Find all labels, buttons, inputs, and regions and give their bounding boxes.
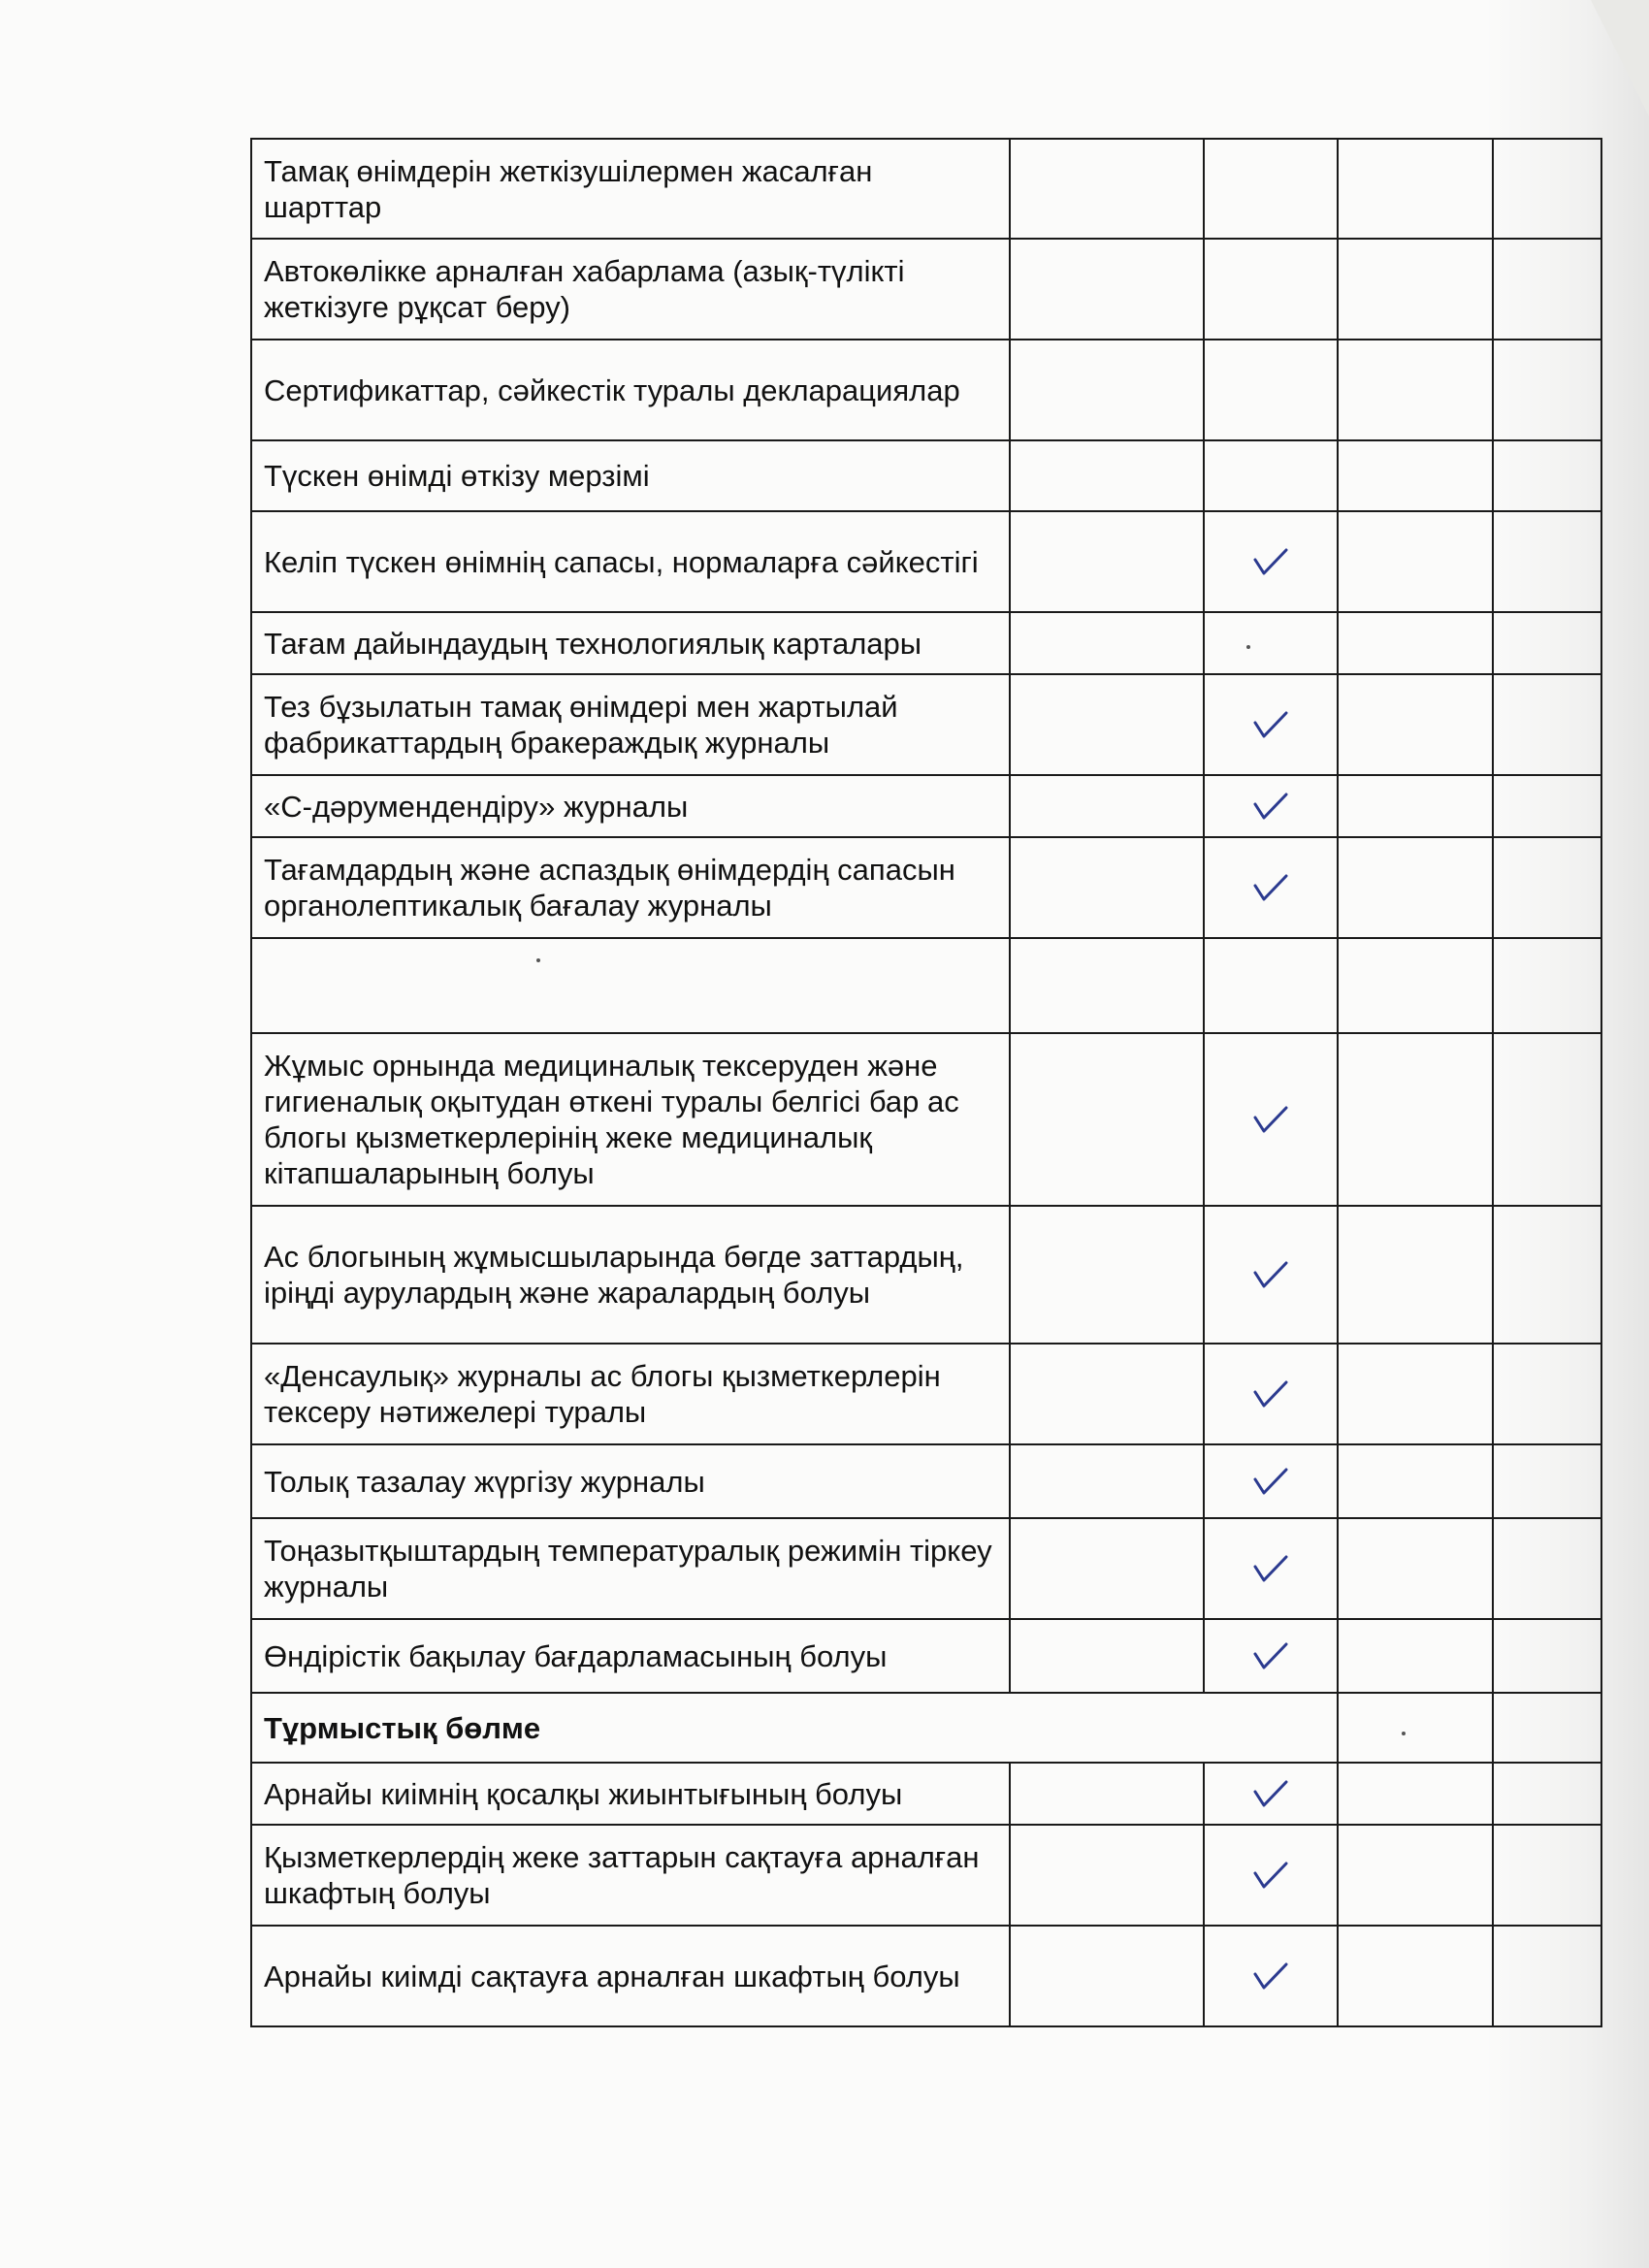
check-cell: [1204, 340, 1338, 440]
table-row: [251, 139, 1601, 239]
cell-empty: [1493, 1619, 1601, 1693]
row-label: Тағам дайындаудың технологиялық карталары: [251, 612, 1010, 674]
section-title: Тұрмыстық бөлме: [251, 1693, 1338, 1763]
cell-empty: [1338, 440, 1493, 511]
checklist-body: [251, 139, 1601, 2026]
table-row: [251, 1033, 1601, 1206]
table-row: [251, 837, 1601, 938]
cell-empty: [1338, 1693, 1493, 1763]
row-label: «С-дәрумендендіру» журналы: [251, 775, 1010, 837]
cell-empty: [1010, 612, 1204, 674]
table-row: [251, 674, 1601, 775]
cell-empty: [1493, 511, 1601, 612]
cell-empty: [1338, 1033, 1493, 1206]
row-label: Жұмыс орнында медициналық тексеруден және гигиеналық оқытудан өткені туралы белгісі бар ас блогы қызметкерлерінің жеке медициналық кітапшаларының болуы: [251, 1033, 1010, 1206]
cell-empty: [1493, 938, 1601, 1033]
cell-empty: [1338, 239, 1493, 340]
cell-empty: [1010, 775, 1204, 837]
row-label: Сертификаттар, сәйкестік туралы декларациялар: [251, 340, 1010, 440]
cell-empty: [1493, 1825, 1601, 1926]
checkmark-icon: [1216, 1549, 1325, 1588]
check-cell: [1204, 612, 1338, 674]
cell-empty: [1493, 1693, 1601, 1763]
cell-empty: [1010, 1926, 1204, 2026]
cell-empty: [1493, 1763, 1601, 1825]
page-corner-fold: [1591, 0, 1649, 116]
check-cell: [1204, 1825, 1338, 1926]
cell-empty: [1010, 139, 1204, 239]
cell-empty: [1493, 1206, 1601, 1344]
scan-speck: [536, 958, 540, 962]
cell-empty: [1493, 1033, 1601, 1206]
check-cell: [1204, 1444, 1338, 1518]
cell-empty: [1010, 1518, 1204, 1619]
cell-empty: [1338, 837, 1493, 938]
cell-empty: [1010, 239, 1204, 340]
section-row: [251, 1693, 1601, 1763]
row-label: Түскен өнімді өткізу мерзімі: [251, 440, 1010, 511]
table-row: [251, 1763, 1601, 1825]
cell-empty: [1338, 612, 1493, 674]
row-label: Қызметкерлердің жеке заттарын сақтауға арналған шкафтың болуы: [251, 1825, 1010, 1926]
table-row: [251, 239, 1601, 340]
check-cell: [1204, 1619, 1338, 1693]
cell-empty: [1010, 938, 1204, 1033]
row-label: [251, 938, 1010, 1033]
table-row: [251, 775, 1601, 837]
cell-empty: [1338, 1763, 1493, 1825]
cell-empty: [1010, 1344, 1204, 1444]
table-row: [251, 511, 1601, 612]
cell-empty: [1338, 775, 1493, 837]
check-cell: [1204, 938, 1338, 1033]
cell-empty: [1493, 1444, 1601, 1518]
table-row: [251, 1619, 1601, 1693]
check-cell: [1204, 440, 1338, 511]
cell-empty: [1338, 1518, 1493, 1619]
cell-empty: [1010, 674, 1204, 775]
cell-empty: [1010, 1206, 1204, 1344]
cell-empty: [1338, 139, 1493, 239]
scan-speck: [1402, 1732, 1406, 1735]
cell-empty: [1010, 1763, 1204, 1825]
check-cell: [1204, 837, 1338, 938]
checkmark-icon: [1216, 542, 1325, 581]
cell-empty: [1338, 1444, 1493, 1518]
checklist-table: [250, 138, 1602, 2027]
table-row: [251, 1206, 1601, 1344]
check-cell: [1204, 1206, 1338, 1344]
row-label: Тоңазытқыштардың температуралық режимін тіркеу журналы: [251, 1518, 1010, 1619]
cell-empty: [1493, 239, 1601, 340]
cell-empty: [1010, 511, 1204, 612]
table-row: [251, 1825, 1601, 1926]
cell-empty: [1493, 674, 1601, 775]
cell-empty: [1010, 1033, 1204, 1206]
cell-empty: [1010, 1825, 1204, 1926]
checkmark-icon: [1216, 1636, 1325, 1675]
cell-empty: [1493, 340, 1601, 440]
check-cell: [1204, 1518, 1338, 1619]
checkmark-icon: [1216, 1462, 1325, 1501]
cell-empty: [1338, 511, 1493, 612]
row-label: Келіп түскен өнімнің сапасы, нормаларға сәйкестігі: [251, 511, 1010, 612]
checkmark-icon: [1216, 1255, 1325, 1294]
table-row: [251, 612, 1601, 674]
table-row: [251, 1444, 1601, 1518]
row-label: Автокөлікке арналған хабарлама (азық-түлікті жеткізуге рұқсат беру): [251, 239, 1010, 340]
row-label: Арнайы киімнің қосалқы жиынтығының болуы: [251, 1763, 1010, 1825]
row-label: Ас блогының жұмысшыларында бөгде заттардың, іріңді аурулардың және жаралардың болуы: [251, 1206, 1010, 1344]
check-cell: [1204, 511, 1338, 612]
cell-empty: [1338, 1344, 1493, 1444]
cell-empty: [1493, 1518, 1601, 1619]
check-cell: [1204, 139, 1338, 239]
check-cell: [1204, 1763, 1338, 1825]
scan-speck: [1246, 645, 1250, 649]
checkmark-icon: [1216, 1856, 1325, 1895]
table-row: [251, 1926, 1601, 2026]
row-label: Тамақ өнімдерін жеткізушілермен жасалған шарттар: [251, 139, 1010, 239]
check-cell: [1204, 1033, 1338, 1206]
row-label: Арнайы киімді сақтауға арналған шкафтың болуы: [251, 1926, 1010, 2026]
cell-empty: [1493, 1926, 1601, 2026]
row-label: Тез бұзылатын тамақ өнімдері мен жартылай фабрикаттардың бракераждық журналы: [251, 674, 1010, 775]
check-cell: [1204, 674, 1338, 775]
checkmark-icon: [1216, 787, 1325, 826]
checkmark-icon: [1216, 705, 1325, 744]
check-cell: [1204, 775, 1338, 837]
cell-empty: [1493, 139, 1601, 239]
cell-empty: [1010, 440, 1204, 511]
checkmark-icon: [1216, 1100, 1325, 1139]
cell-empty: [1493, 775, 1601, 837]
cell-empty: [1010, 1444, 1204, 1518]
cell-empty: [1493, 1344, 1601, 1444]
check-cell: [1204, 1926, 1338, 2026]
check-cell: [1204, 1344, 1338, 1444]
row-label: Тағамдардың және аспаздық өнімдердің сапасын органолептикалық бағалау журналы: [251, 837, 1010, 938]
checkmark-icon: [1216, 868, 1325, 907]
row-label: Толық тазалау жүргізу журналы: [251, 1444, 1010, 1518]
checkmark-icon: [1216, 1774, 1325, 1813]
cell-empty: [1010, 1619, 1204, 1693]
table-row: [251, 440, 1601, 511]
cell-empty: [1338, 1926, 1493, 2026]
cell-empty: [1010, 340, 1204, 440]
row-label: «Денсаулық» журналы ас блогы қызметкерлерін тексеру нәтижелері туралы: [251, 1344, 1010, 1444]
cell-empty: [1338, 340, 1493, 440]
table-row: [251, 1518, 1601, 1619]
table-row: [251, 340, 1601, 440]
cell-empty: [1338, 938, 1493, 1033]
cell-empty: [1493, 612, 1601, 674]
cell-empty: [1493, 440, 1601, 511]
table-row: [251, 938, 1601, 1033]
cell-empty: [1338, 1206, 1493, 1344]
cell-empty: [1010, 837, 1204, 938]
checkmark-icon: [1216, 1375, 1325, 1413]
cell-empty: [1493, 837, 1601, 938]
cell-empty: [1338, 1619, 1493, 1693]
checkmark-icon: [1216, 1957, 1325, 1995]
cell-empty: [1338, 1825, 1493, 1926]
row-label: Өндірістік бақылау бағдарламасының болуы: [251, 1619, 1010, 1693]
check-cell: [1204, 239, 1338, 340]
table-row: [251, 1344, 1601, 1444]
cell-empty: [1338, 674, 1493, 775]
